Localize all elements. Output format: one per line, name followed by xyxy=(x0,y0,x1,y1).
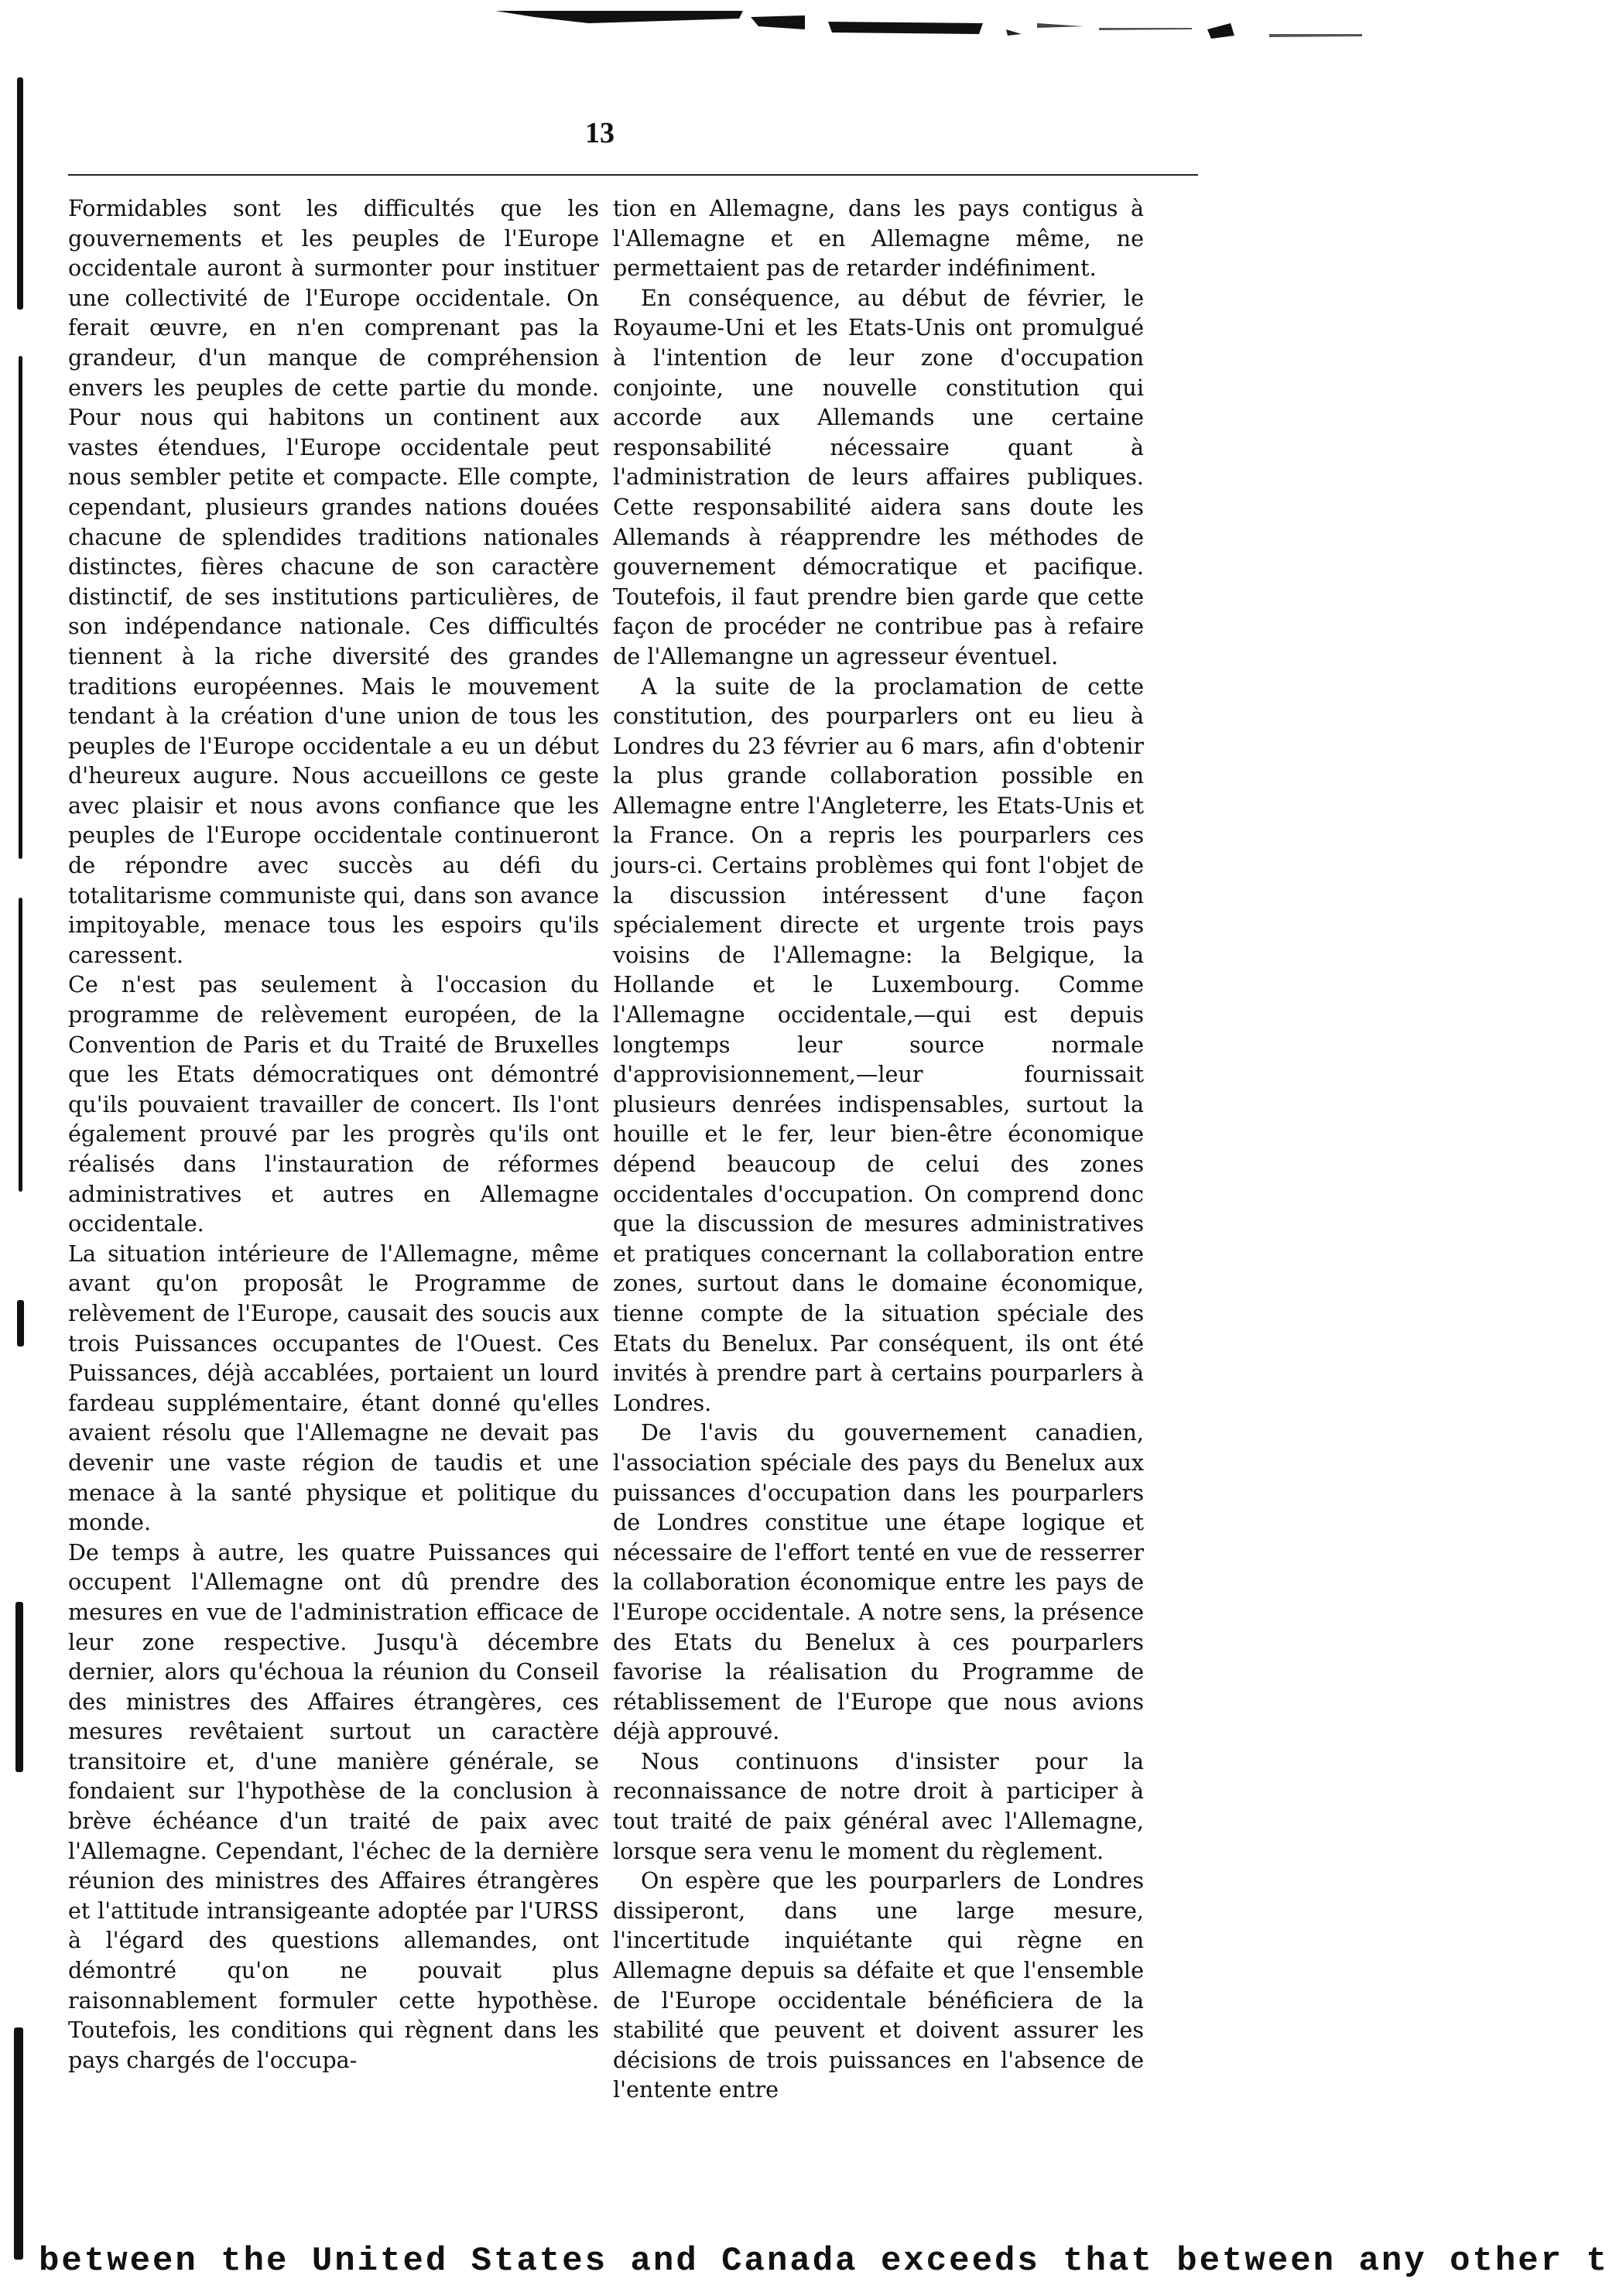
header-rule xyxy=(68,174,1198,176)
paragraph: La situation intérieure de l'Allemagne, même avant qu'on proposât le Programme de relèvement de l'Europe, causait des soucis aux trois Puissances occupantes de l'Ouest. Ces Puissances, déjà accablées, portaient un lourd fardeau supplémentaire, étant donné qu'elles avaient résolu que l'Allemagne ne devait pas devenir une vaste région de taudis et une menace à la santé physique et politique du monde. xyxy=(68,1240,599,1536)
paragraph: En conséquence, au début de février, le Royaume-Uni et les Etats-Unis ont promulgué à l'intention de leur zone d'occupation conjointe, une nouvelle constitution qui accorde aux Allemands une certaine responsabilité nécessaire quant à l'administration de leurs affaires publiques. Cette responsabilité aidera sans doute les Allemands à réapprendre les méthodes de gouvernement démocratique et pacifique. Toutefois, il faut prendre bien garde que cette façon de procéder ne contribue pas à refaire de l'Allemangne un agresseur éventuel. xyxy=(613,284,1144,669)
right-column xyxy=(613,193,1144,2105)
paragraph: Ce n'est pas seulement à l'occasion du programme de relèvement européen, de la Convention de Paris et du Traité de Bruxelles que les Etats démocratiques ont démontré qu'ils pouvaient travailler de concert. Ils l'ont également prouvé par les progrès qu'ils ont réalisés dans l'instauration de réformes administratives et autres en Allemagne occidentale. xyxy=(68,971,599,1237)
left-column xyxy=(68,193,599,2075)
paragraph: Formidables sont les difficultés que les gouvernements et les peuples de l'Europe occidentale auront à surmonter pour instituer une collectivité de l'Europe occidentale. On ferait œuvre, en n'en comprenant pas la grandeur, d'un manque de compréhension envers les peuples de cette partie du monde. Pour nous qui habitons un continent aux vastes étendues, l'Europe occidentale peut nous sembler petite et compacte. Elle compte, cependant, plusieurs grandes nations douées chacune de splendides traditions nationales distinctes, fières chacune de son caractère distinctif, de ses institutions particulières, de son indépendance nationale. Ces difficultés tiennent à la riche diversité des grandes traditions européennes. Mais le mouvement tendant à la création d'une union de tous les peuples de l'Europe occidentale a eu un début d'heureux augure. Nous accueillons ce geste avec plaisir et nous avons confiance que les peuples de l'Europe occidentale continueront de répondre avec succès au défi du totalitarisme communiste qui, dans son avance impitoyable, menace tous les espoirs qu'ils caressent. xyxy=(68,195,599,968)
paragraph: Nous continuons d'insister pour la reconnaissance de notre droit à participer à tout traité de paix général avec l'Allemagne, lorsque sera venu le moment du règlement. xyxy=(613,1747,1144,1864)
page-number: 13 xyxy=(585,117,615,149)
paragraph: De l'avis du gouvernement canadien, l'association spéciale des pays du Benelux aux puissances d'occupation dans les pourparlers de Londres constitue une étape logique et nécessaire de l'effort tenté en vue de resserrer la collaboration économique entre les pays de l'Europe occidentale. A notre sens, la présence des Etats du Benelux à ces pourparlers favorise la réalisation du Programme de rétablissement de l'Europe que nous avions déjà approuvé. xyxy=(613,1419,1144,1745)
paragraph: On espère que les pourparlers de Londres dissiperont, dans une large mesure, l'incertitude inquiétante qui règne en Allemagne depuis sa défaite et que l'ensemble de l'Europe occidentale bénéficiera de la stabilité que peuvent et doivent assurer les décisions de trois puissances en l'absence de l'entente entre xyxy=(613,1867,1144,2103)
paragraph: tion en Allemagne, dans les pays contigus à l'Allemagne et en Allemagne même, ne permettaient pas de retarder indéfiniment. xyxy=(613,195,1144,282)
scan-artifact-top xyxy=(0,0,1380,46)
bleed-through-text: between the United States and Canada exceeds that between any other t xyxy=(39,2242,1609,2281)
scan-artifact-left-edge xyxy=(0,46,54,2260)
paragraph: De temps à autre, les quatre Puissances qui occupent l'Allemagne ont dû prendre des mesures en vue de l'administration efficace de leur zone respective. Jusqu'à décembre dernier, alors qu'échoua la réunion du Conseil des ministres des Affaires étrangères, ces mesures revêtaient surtout un caractère transitoire et, d'une manière générale, se fondaient sur l'hypothèse de la conclusion à brève échéance d'un traité de paix avec l'Allemagne. Cependant, l'échec de la dernière réunion des ministres des Affaires étrangères et l'attitude intransigeante adoptée par l'URSS à l'égard des questions allemandes, ont démontré qu'on ne pouvait plus raisonnablement formuler cette hypothèse. Toutefois, les conditions qui règnent dans les pays chargés de l'occupa- xyxy=(68,1538,599,2073)
paragraph: A la suite de la proclamation de cette constitution, des pourparlers ont eu lieu à Londres du 23 février au 6 mars, afin d'obtenir la plus grande collaboration possible en Allemagne entre l'Angleterre, les Etats-Unis et la France. On a repris les pourparlers ces jours-ci. Certains problèmes qui font l'objet de la discussion intéressent d'une façon spécialement directe et urgente trois pays voisins de l'Allemagne: la Belgique, la Hollande et le Luxembourg. Comme l'Allemagne occidentale,—qui est depuis longtemps leur source normale d'approvisionnement,—leur fournissait plusieurs denrées indispensables, surtout la houille et le fer, leur bien-être économique dépend beaucoup de celui des zones occidentales d'occupation. On comprend donc que la discussion de mesures administratives et pratiques concernant la collaboration entre zones, surtout dans le domaine économique, tienne compte de la situation spéciale des Etats du Benelux. Par conséquent, ils ont été invités à prendre part à certains pourparlers à Londres. xyxy=(613,672,1144,1416)
bleed-through-text-strip xyxy=(39,2242,1609,2296)
